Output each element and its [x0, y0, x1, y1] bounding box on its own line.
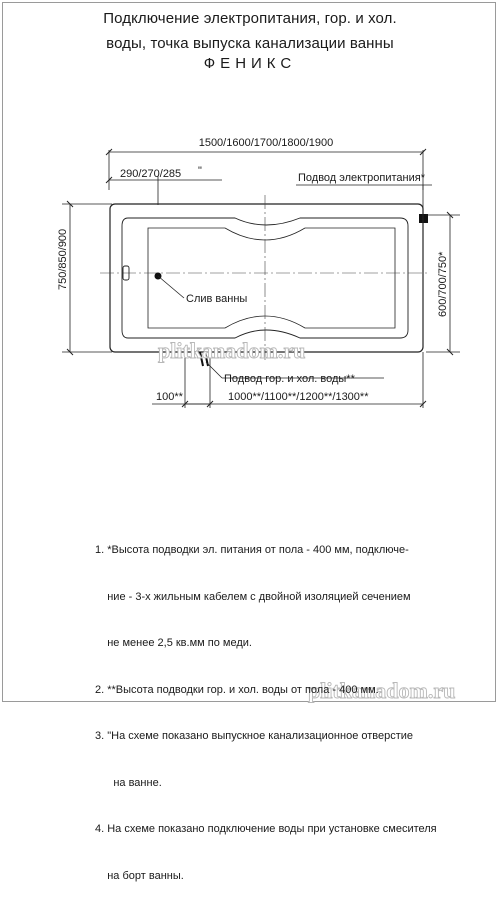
note-line: на ванне. — [95, 776, 162, 789]
watermark-bottom: plitkanadom.ru — [308, 678, 456, 703]
dimension-height-left — [62, 204, 112, 352]
note-line: 2. **Высота подводки гор. и хол. воды от пола - 400 мм. — [95, 683, 379, 696]
dimension-drain-offset — [109, 176, 222, 205]
total-length-label: 1500/1600/1700/1800/1900 — [198, 137, 334, 149]
note-line: 1. *Высота подводки эл. питания от пола - 400 мм, подключе- — [95, 544, 409, 556]
drain-offset-mark: " — [198, 165, 202, 177]
power-supply-label: Подвод электропитания* — [298, 172, 425, 184]
water-supply-label: Подвод гор. и хол. воды** — [224, 373, 355, 385]
center-lines — [100, 195, 430, 360]
note-line: ние - 3-х жильным кабелем с двойной изоляцией сечением — [95, 590, 411, 603]
note-line: 3. "На схеме показано выпускное канализационное отверстие — [95, 730, 414, 742]
title-line-1: Подключение электропитания, гор. и хол. — [103, 10, 397, 27]
water-length-label: 1000**/1100**/1200**/1300** — [228, 391, 369, 403]
watermark-center: plitkanadom.ru — [158, 338, 306, 363]
note-line: на борт ванны. — [95, 869, 184, 882]
drain-offset-label: 290/270/285 — [120, 168, 182, 180]
water-offset-label: 100** — [156, 391, 183, 403]
height-right-label: 600/700/750* — [437, 251, 449, 317]
title-product-name: ФЕНИКС — [203, 55, 297, 72]
drain-leader — [158, 276, 184, 298]
note-line: 4. На схеме показано подключение воды при установке смесителя — [95, 823, 437, 835]
height-left-label: 750/850/900 — [57, 228, 69, 290]
note-line: не менее 2,5 кв.мм по меди. — [95, 637, 252, 649]
title-line-2: воды, точка выпуска канализации ванны — [106, 35, 394, 52]
power-supply-leader — [296, 185, 432, 215]
drain-label: Слив ванны — [186, 293, 248, 305]
bathtub-bottom-contour — [148, 228, 395, 328]
